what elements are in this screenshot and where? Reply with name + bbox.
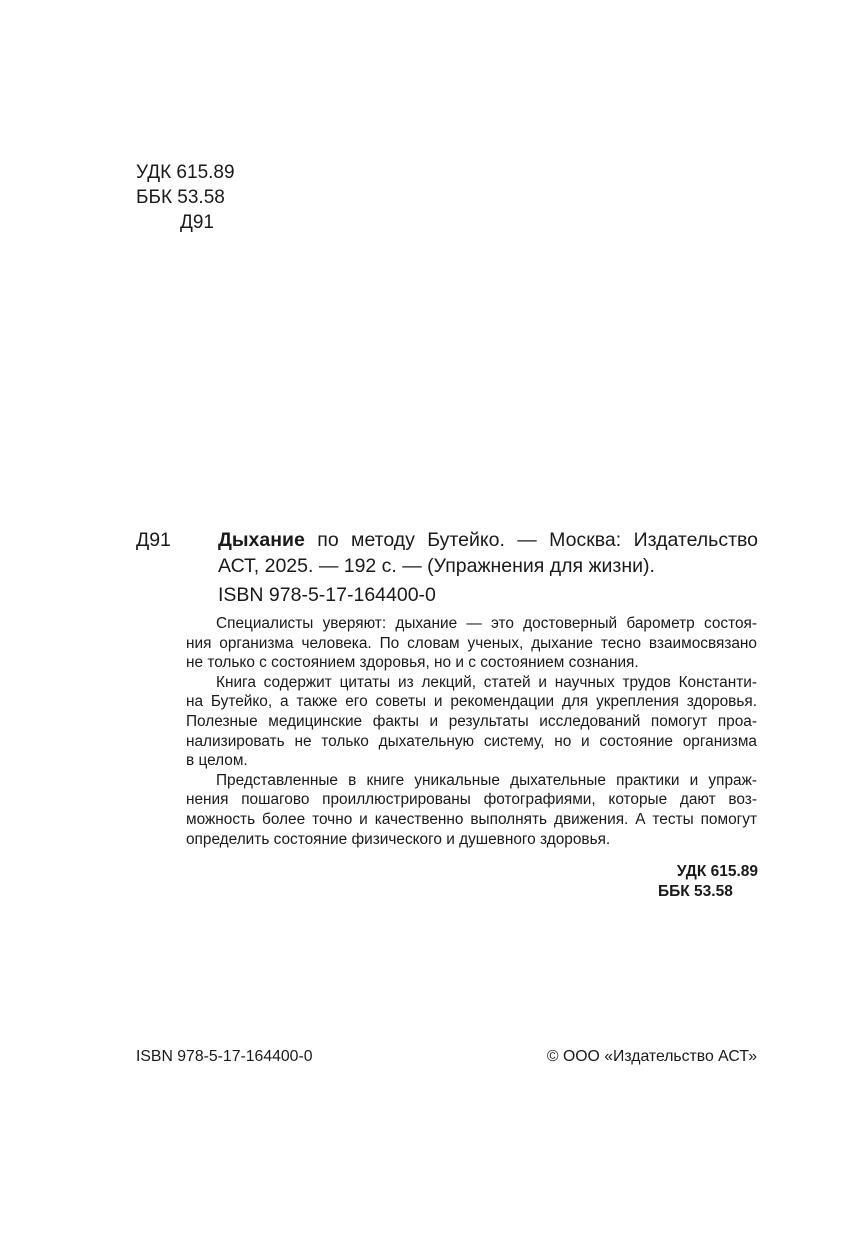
annotation-line: ния организма человека. По словам ученых, дыхание тесно взаимосвязано bbox=[186, 634, 757, 652]
bibliographic-record bbox=[136, 527, 758, 579]
udk-code-bold: УДК 615.89 bbox=[676, 863, 758, 880]
annotation-line: нализировать не только дыхательную систему, но и состояние организма bbox=[186, 732, 757, 750]
classification-codes-bottom bbox=[640, 862, 758, 902]
footer-copyright: © ООО «Издательство АСТ» bbox=[546, 1048, 757, 1065]
annotation-paragraph-1 bbox=[186, 614, 757, 673]
annotation-line: на Бутейко, а также его советы и рекомендации для укрепления здоровья. bbox=[186, 693, 757, 711]
annotation-line: не только с состоянием здоровья, но и с состоянием сознания. bbox=[186, 654, 639, 672]
annotation-line: нения пошагово проиллюстрированы фотографиями, которые дают воз- bbox=[186, 791, 757, 809]
record-line-1-rest: по методу Бутейко. — Москва: Издательство bbox=[304, 529, 758, 551]
author-mark: Д91 bbox=[180, 212, 215, 233]
annotation-paragraph-2 bbox=[186, 673, 757, 771]
udk-code: УДК 615.89 bbox=[136, 162, 235, 183]
annotation-line: в целом. bbox=[186, 752, 248, 770]
footer-isbn: ISBN 978-5-17-164400-0 bbox=[136, 1048, 313, 1065]
annotation-line: Книга содержит цитаты из лекций, статей и научных трудов Константи- bbox=[216, 673, 757, 691]
annotation-paragraph-3 bbox=[186, 771, 757, 849]
record-description bbox=[218, 527, 758, 579]
record-isbn: ISBN 978-5-17-164400-0 bbox=[218, 584, 436, 606]
annotation-line: определить состояние физического и душевного здоровья. bbox=[186, 830, 611, 848]
annotation bbox=[186, 614, 757, 849]
annotation-line: Специалисты уверяют: дыхание — это достоверный барометр состоя- bbox=[216, 615, 757, 632]
record-line-1 bbox=[218, 527, 758, 553]
annotation-line: можность более точно и качественно выполнять движения. А тесты помогут bbox=[186, 810, 757, 828]
classification-codes-top bbox=[136, 160, 235, 235]
annotation-line: Представленные в книге уникальные дыхательные практики и упраж- bbox=[216, 771, 757, 789]
record-line-2: АСТ, 2025. — 192 с. — (Упражнения для жизни). bbox=[218, 555, 655, 577]
book-title: Дыхание bbox=[218, 529, 305, 551]
bbk-code-bold: ББК 53.58 bbox=[658, 883, 733, 900]
annotation-line: Полезные медицинские факты и результаты исследований помогут проа- bbox=[186, 712, 757, 730]
bbk-code: ББК 53.58 bbox=[136, 187, 225, 208]
record-author-mark: Д91 bbox=[136, 529, 171, 551]
